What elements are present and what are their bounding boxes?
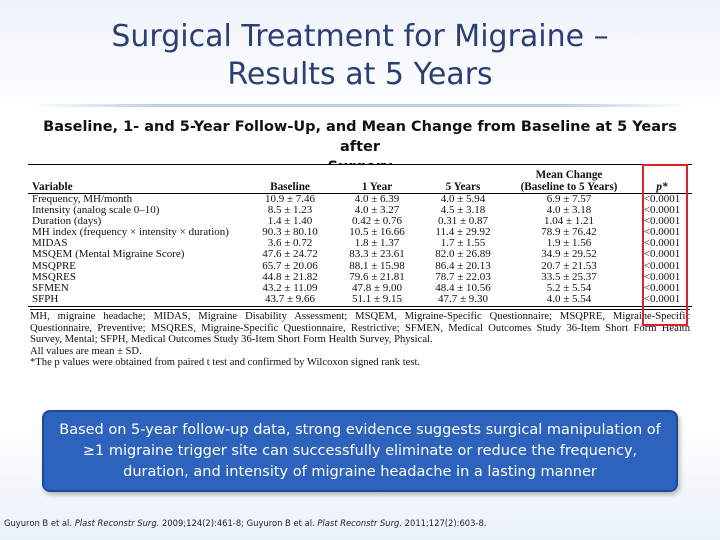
cell-variable: SFMEN <box>32 281 69 294</box>
table-caption-line1: Baseline, 1- and 5-Year Follow-Up, and Mean Change from Baseline at 5 Years after <box>43 119 677 155</box>
col-header-5-years: 5 Years <box>420 165 506 194</box>
cell-year1: 1.8 ± 1.37 <box>354 237 400 250</box>
cell-p: <0.0001 <box>632 294 692 307</box>
col-header-mean-change-line2: (Baseline to 5 Years) <box>520 181 618 193</box>
p-value-highlight-box <box>642 164 688 326</box>
cell-year1: 47.8 ± 9.00 <box>351 281 403 294</box>
citation-part3: 2011;127(2):603-8. <box>402 518 487 528</box>
cell-baseline: 90.3 ± 80.10 <box>262 226 318 239</box>
cell-change: 20.7 ± 21.53 <box>541 259 597 272</box>
cell-year5: 4.5 ± 3.18 <box>440 204 486 217</box>
cell-year5: 11.4 ± 29.92 <box>435 226 491 239</box>
cell-variable: Intensity (analog scale 0–10) <box>32 204 160 217</box>
cell-year5: 86.4 ± 20.13 <box>435 259 491 272</box>
cell-year5: 82.0 ± 26.89 <box>435 248 491 261</box>
results-table <box>28 164 692 307</box>
citation-journal2: Plast Reconstr Surg. <box>317 518 402 528</box>
cell-year1: 10.5 ± 16.66 <box>349 226 405 239</box>
cell-change: 6.9 ± 7.57 <box>546 193 592 205</box>
title-divider <box>34 104 686 107</box>
cell-year5: 48.4 ± 10.56 <box>435 281 491 294</box>
cell-year5: 47.7 ± 9.30 <box>420 294 506 307</box>
cell-p: <0.0001 <box>643 259 681 272</box>
table-row <box>28 294 692 307</box>
cell-baseline: 3.6 ± 0.72 <box>267 237 313 250</box>
cell-year5: 1.7 ± 1.55 <box>440 237 486 250</box>
slide-title <box>0 18 720 94</box>
table-row <box>28 261 692 272</box>
cell-baseline: 8.5 ± 1.23 <box>267 204 313 217</box>
cell-p: <0.0001 <box>643 281 681 294</box>
cell-baseline: 65.7 ± 20.06 <box>262 259 318 272</box>
col-header-p: p* <box>632 165 692 194</box>
cell-change: 34.9 ± 29.52 <box>541 248 597 261</box>
slide-title-line2: Results at 5 Years <box>227 57 493 92</box>
cell-year1: 83.3 ± 23.61 <box>349 248 405 261</box>
results-table-image <box>28 164 692 386</box>
slide-title-line1: Surgical Treatment for Migraine – <box>111 19 609 54</box>
cell-year5: 0.31 ± 0.87 <box>437 215 489 228</box>
footnote-values-note: All values are mean ± SD. <box>30 345 142 357</box>
cell-variable: MSQRES <box>32 270 77 283</box>
cell-p: <0.0001 <box>643 215 681 228</box>
col-header-variable: Variable <box>28 165 246 194</box>
cell-variable: MSQEM (Mental Migraine Score) <box>32 248 185 261</box>
cell-baseline: 47.6 ± 24.72 <box>262 248 318 261</box>
table-footnote <box>28 309 692 369</box>
col-header-mean-change-line1: Mean Change <box>535 169 603 181</box>
cell-change: 1.9 ± 1.56 <box>546 237 592 250</box>
cell-year1: 88.1 ± 15.98 <box>349 259 405 272</box>
cell-p: <0.0001 <box>643 237 681 250</box>
cell-p: <0.0001 <box>643 204 681 217</box>
cell-p: <0.0001 <box>643 193 681 205</box>
cell-year5: 78.7 ± 22.03 <box>435 270 491 283</box>
cell-baseline: 43.2 ± 11.09 <box>262 281 318 294</box>
cell-change: 4.0 ± 5.54 <box>506 294 632 307</box>
cell-variable: MSQPRE <box>32 259 77 272</box>
cell-p: <0.0001 <box>643 248 681 261</box>
cell-change: 33.5 ± 25.37 <box>541 270 597 283</box>
cell-variable: MIDAS <box>32 237 68 250</box>
cell-year5: 4.0 ± 5.94 <box>440 193 486 205</box>
cell-change: 1.04 ± 1.21 <box>543 215 595 228</box>
cell-baseline: 10.9 ± 7.46 <box>264 193 316 205</box>
footnote-abbreviations: MH, migraine headache; MIDAS, Migraine Disability Assessment; MSQEM, Migraine-Specific Questionnaire; MSQPRE, Migraine-Specific Questionnaire, Preventive; MSQRES, Migraine-Specific Questionnaire, Restrictive; SFMEN, Medical Outcomes Study 36-Item Short Form Health Survey, Mental; SFPH, Medical Outcomes Study 36-Item Short Form Health Survey, Physical. <box>30 310 690 346</box>
cell-year1: 4.0 ± 6.39 <box>354 193 400 205</box>
citation-part2: 2009;124(2):461-8; Guyuron B et al. <box>159 518 318 528</box>
cell-change: 5.2 ± 5.54 <box>546 281 592 294</box>
table-body <box>28 194 692 307</box>
col-header-1-year: 1 Year <box>334 165 420 194</box>
col-header-mean-change <box>506 165 632 194</box>
citation <box>4 518 716 528</box>
cell-change: 4.0 ± 3.18 <box>546 204 592 217</box>
citation-journal1: Plast Reconstr Surg. <box>74 518 160 528</box>
conclusion-text: Based on 5-year follow-up data, strong evidence suggests surgical manipulation of ≥1 migraine trigger site can successfully eliminate or reduce the frequency, duration, and intensity of migraine headache in a lasting manner <box>59 421 661 480</box>
footnote-p-note: *The p values were obtained from paired t test and confirmed by Wilcoxon signed rank test. <box>30 357 421 369</box>
cell-year1: 79.6 ± 21.81 <box>349 270 405 283</box>
cell-baseline: 43.7 ± 9.66 <box>246 294 334 307</box>
cell-p: <0.0001 <box>643 270 681 283</box>
cell-baseline: 44.8 ± 21.82 <box>262 270 318 283</box>
cell-p: <0.0001 <box>643 226 681 239</box>
cell-year1: 4.0 ± 3.27 <box>354 204 400 217</box>
cell-baseline: 1.4 ± 1.40 <box>267 215 313 228</box>
table-row <box>28 249 692 260</box>
cell-year1: 51.1 ± 9.15 <box>334 294 420 307</box>
cell-variable: MH index (frequency × intensity × duration) <box>32 226 229 239</box>
cell-year1: 0.42 ± 0.76 <box>351 215 403 228</box>
cell-variable: Frequency, MH/month <box>32 193 133 205</box>
cell-variable: SFPH <box>28 294 246 307</box>
cell-change: 78.9 ± 76.42 <box>541 226 597 239</box>
citation-part1: Guyuron B et al. <box>4 518 75 528</box>
conclusion-callout <box>42 410 678 492</box>
cell-variable: Duration (days) <box>32 215 102 228</box>
col-header-baseline: Baseline <box>246 165 334 194</box>
